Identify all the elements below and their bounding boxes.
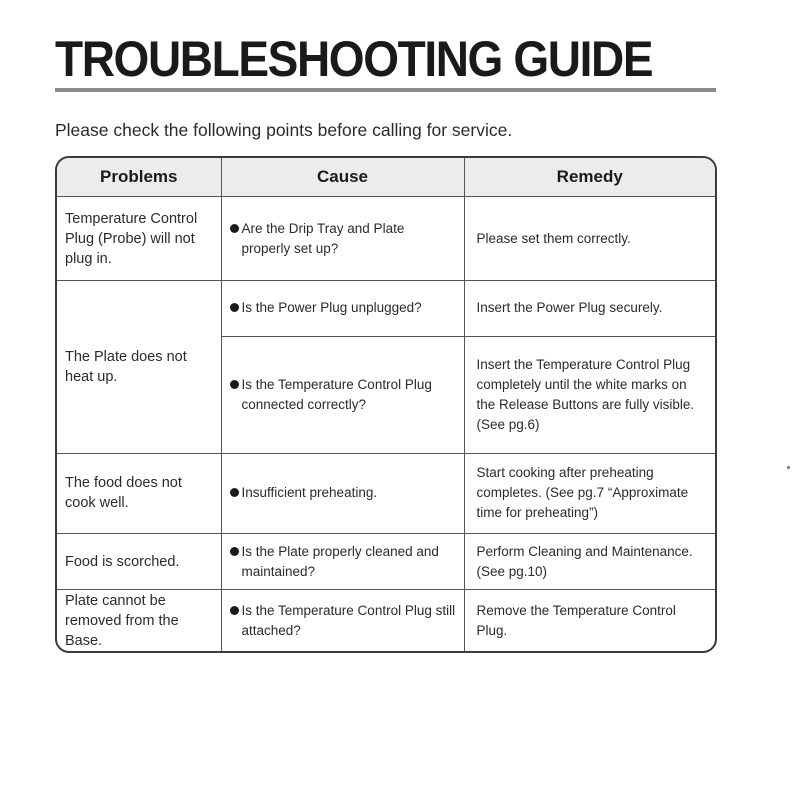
table-row [57, 197, 715, 281]
cause-cell [221, 336, 464, 453]
cause-text: Are the Drip Tray and Plate properly set up? [230, 219, 456, 259]
table-row [57, 534, 715, 590]
page-title: TROUBLESHOOTING GUIDE [55, 31, 653, 87]
cause-cell [221, 534, 464, 590]
troubleshooting-grid [57, 158, 715, 651]
problem-cell: The Plate does not heat up. [57, 281, 221, 454]
problem-cell: Food is scorched. [57, 534, 221, 590]
cause-cell [221, 197, 464, 281]
remedy-cell: Insert the Temperature Control Plug completely until the white marks on the Release Buttons are fully visible. (See pg.6) [464, 336, 715, 453]
remedy-cell: Perform Cleaning and Maintenance. (See pg.10) [464, 534, 715, 590]
troubleshooting-table [55, 156, 717, 653]
table-row [57, 453, 715, 533]
remedy-cell: Remove the Temperature Control Plug. [464, 590, 715, 651]
problem-cell: Temperature Control Plug (Probe) will not plug in. [57, 197, 221, 281]
problem-cell: Plate cannot be removed from the Base. [57, 590, 221, 651]
cause-cell [221, 281, 464, 336]
intro-text: Please check the following points before calling for service. [55, 120, 513, 140]
remedy-cell: Start cooking after preheating completes. (See pg.7 “Approximate time for preheating”) [464, 453, 715, 533]
cause-text: Is the Temperature Control Plug still attached? [230, 601, 456, 641]
table-row [57, 590, 715, 651]
stray-dot [787, 466, 790, 469]
cause-text: Is the Plate properly cleaned and maintained? [230, 542, 456, 582]
cause-cell [221, 590, 464, 651]
table-row [57, 281, 715, 336]
remedy-cell: Please set them correctly. [464, 197, 715, 281]
cause-text: Insufficient preheating. [230, 483, 456, 503]
header-cause: Cause [221, 158, 464, 197]
header-remedy: Remedy [464, 158, 715, 197]
table-header-row [57, 158, 715, 197]
title-divider [55, 88, 716, 92]
remedy-cell: Insert the Power Plug securely. [464, 281, 715, 336]
cause-text: Is the Power Plug unplugged? [230, 298, 456, 318]
header-problems: Problems [57, 158, 221, 197]
cause-text: Is the Temperature Control Plug connected correctly? [230, 375, 456, 415]
cause-cell [221, 453, 464, 533]
problem-cell: The food does not cook well. [57, 453, 221, 533]
